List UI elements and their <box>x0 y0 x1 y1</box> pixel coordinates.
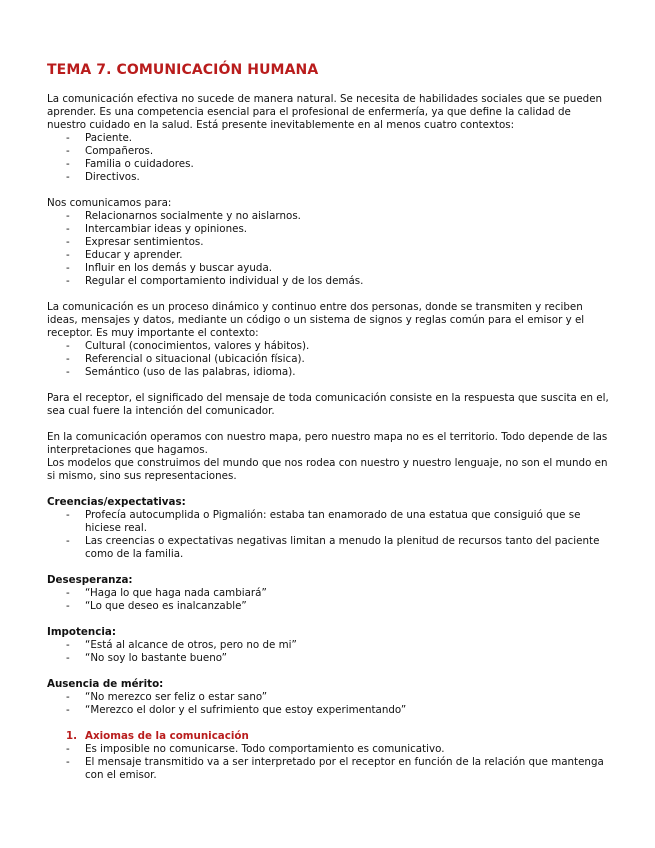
list-item: - Es imposible no comunicarse. Todo comportamiento es comunicativo. <box>47 743 612 756</box>
document-page <box>47 62 612 782</box>
list-item: - “No merezco ser feliz o estar sano” <box>47 691 612 704</box>
process-paragraph: La comunicación es un proceso dinámico y continuo entre dos personas, donde se transmiten y reciben ideas, mensajes y datos, mediante un código o un sistema de signos y reglas común para el emisor y el receptor. Es muy importante el contexto: <box>47 301 585 339</box>
contexts-list <box>47 132 612 184</box>
list-item: - Paciente. <box>47 132 612 145</box>
beliefs-heading: Creencias/expectativas: <box>47 496 186 508</box>
list-item: - Familia o cuidadores. <box>47 158 612 171</box>
receptor-paragraph: Para el receptor, el significado del mensaje de toda comunicación consiste en la respuesta que suscita en el, sea cual fuere la intención del comunicador. <box>47 392 609 417</box>
list-item: - Compañeros. <box>47 145 612 158</box>
list-item: - Intercambiar ideas y opiniones. <box>47 223 612 236</box>
list-item: - “Está al alcance de otros, pero no de mi” <box>47 639 612 652</box>
axioms-heading <box>47 730 612 743</box>
purpose-intro: Nos comunicamos para: <box>47 197 172 209</box>
beliefs-list <box>47 509 612 561</box>
list-item: - “Merezco el dolor y el sufrimiento que estoy experimentando” <box>47 704 612 717</box>
despair-heading: Desesperanza: <box>47 574 133 586</box>
merit-heading: Ausencia de mérito: <box>47 678 164 690</box>
list-item: - Las creencias o expectativas negativas limitan a menudo la plenitud de recursos tanto del paciente como de la familia. <box>47 535 612 561</box>
list-item: - Profecía autocumplida o Pigmalión: estaba tan enamorado de una estatua que consiguió que se hiciese real. <box>47 509 612 535</box>
list-item: - Semántico (uso de las palabras, idioma). <box>47 366 612 379</box>
list-item: - Referencial o situacional (ubicación física). <box>47 353 612 366</box>
list-item: - El mensaje transmitido va a ser interpretado por el receptor en función de la relación que mantenga con el emisor. <box>47 756 612 782</box>
list-item: - Educar y aprender. <box>47 249 612 262</box>
impotence-heading: Impotencia: <box>47 626 116 638</box>
list-item: - “Lo que deseo es inalcanzable” <box>47 600 612 613</box>
list-item: - Influir en los demás y buscar ayuda. <box>47 262 612 275</box>
context-types-list <box>47 340 612 379</box>
list-item: - Regular el comportamiento individual y de los demás. <box>47 275 612 288</box>
merit-list <box>47 691 612 717</box>
axioms-title: Axiomas de la comunicación <box>85 730 249 742</box>
list-item: - Directivos. <box>47 171 612 184</box>
impotence-list <box>47 639 612 665</box>
axioms-list <box>47 743 612 782</box>
axioms-number: 1. <box>66 730 78 742</box>
list-item: - “Haga lo que haga nada cambiará” <box>47 587 612 600</box>
map-paragraph-1: En la comunicación operamos con nuestro mapa, pero nuestro mapa no es el territorio. Todo depende de las interpretaciones que hagamos. <box>47 431 608 456</box>
list-item: - “No soy lo bastante bueno” <box>47 652 612 665</box>
list-item: - Relacionarnos socialmente y no aislarnos. <box>47 210 612 223</box>
list-item: - Cultural (conocimientos, valores y hábitos). <box>47 340 612 353</box>
map-paragraph-2: Los modelos que construimos del mundo que nos rodea con nuestro y nuestro lenguaje, no son el mundo en si mismo, sino sus representaciones. <box>47 457 608 482</box>
intro-paragraph: La comunicación efectiva no sucede de manera natural. Se necesita de habilidades sociales que se pueden aprender. Es una competencia esencial para el profesional de enfermería, ya que define la calidad de nuestro cuidado en la salud. Está presente inevitablemente en al menos cuatro contextos: <box>47 93 603 131</box>
document-title: TEMA 7. COMUNICACIÓN HUMANA <box>47 62 319 78</box>
list-item: - Expresar sentimientos. <box>47 236 612 249</box>
purposes-list <box>47 210 612 288</box>
despair-list <box>47 587 612 613</box>
